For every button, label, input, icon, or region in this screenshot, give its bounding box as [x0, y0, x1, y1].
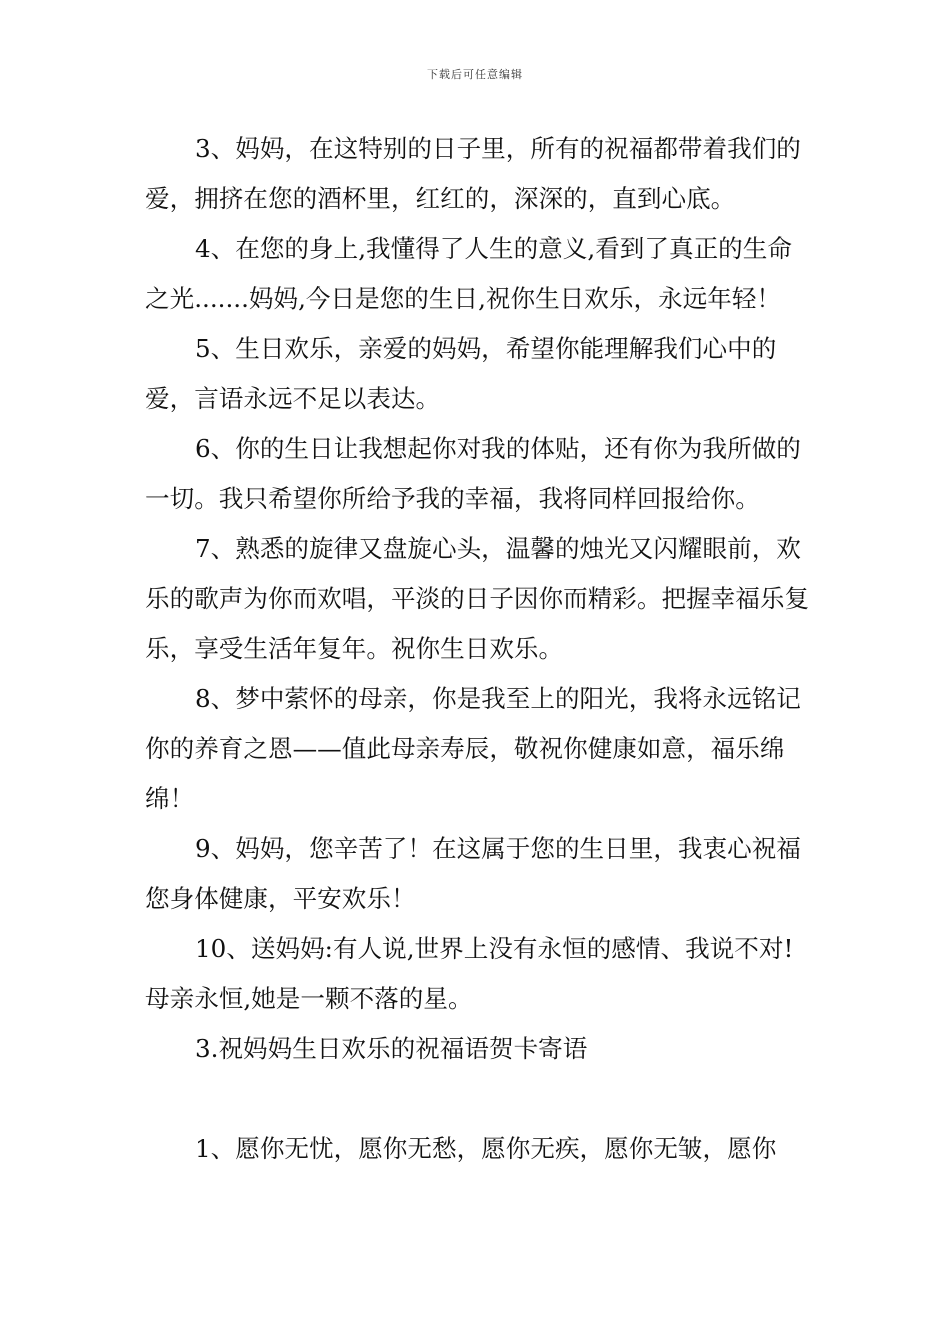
paragraph: 5、生日欢乐，亲爱的妈妈，希望你能理解我们心中的爱，言语永远不足以表达。 [145, 334, 777, 413]
paragraph: 6、你的生日让我想起你对我的体贴，还有你为我所做的一切。我只希望你所给予我的幸福，我将同样回报给你。 [145, 434, 801, 513]
paragraph: 8、梦中萦怀的母亲，你是我至上的阳光，我将永远铭记你的养育之恩——值此母亲寿辰，敬祝你健康如意，福乐绵绵！ [145, 684, 801, 813]
page-header: 下载后可任意编辑 [427, 68, 523, 81]
paragraph: 7、熟悉的旋律又盘旋心头，温馨的烛光又闪耀眼前，欢乐的歌声为你而欢唱，平淡的日子因你而精彩。把握幸福乐复乐，享受生活年复年。祝你生日欢乐。 [145, 534, 810, 663]
paragraph: 3、妈妈，在这特别的日子里，所有的祝福都带着我们的爱，拥挤在您的酒杯里，红红的，深深的，直到心底。 [145, 134, 801, 213]
document-body [145, 124, 810, 1174]
section-heading: 3.祝妈妈生日欢乐的祝福语贺卡寄语 [195, 1034, 588, 1063]
paragraph: 4、在您的身上,我懂得了人生的意义,看到了真正的生命之光.......妈妈,今日是您的生日,祝你生日欢乐，永远年轻！ [145, 234, 792, 313]
paragraph: 1、愿你无忧，愿你无愁，愿你无疾，愿你无皱，愿你 [195, 1134, 777, 1163]
paragraph: 9、妈妈，您辛苦了！在这属于您的生日里，我衷心祝福您身体健康，平安欢乐！ [145, 834, 801, 913]
paragraph: 10、送妈妈:有人说,世界上没有永恒的感情、我说不对!母亲永恒,她是一颗不落的星。 [145, 934, 794, 1013]
